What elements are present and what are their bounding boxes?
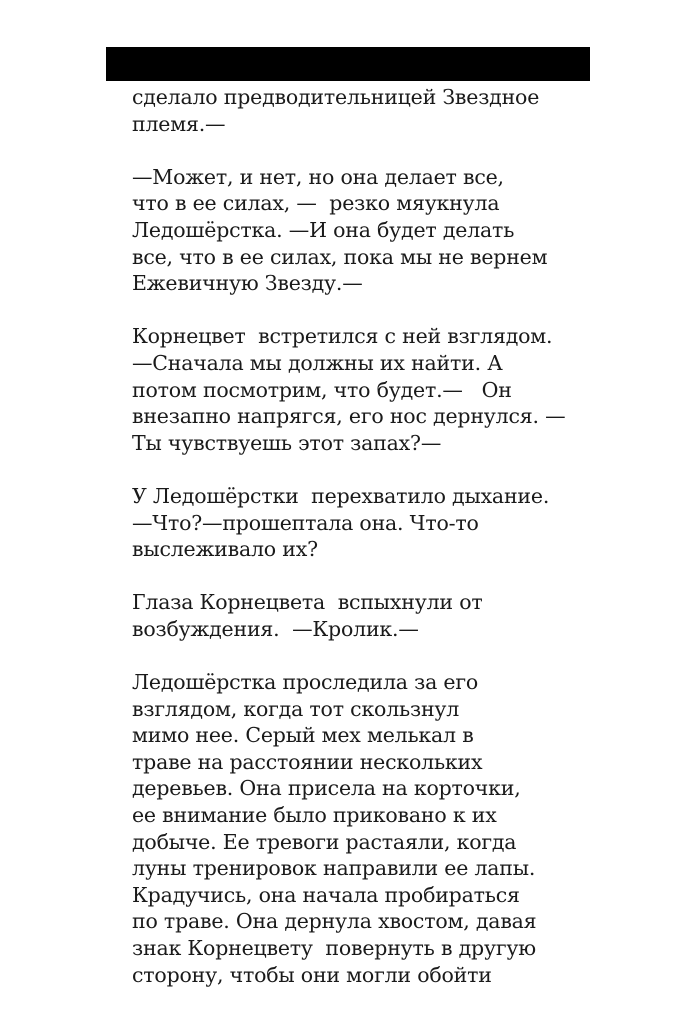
text-line: —Что?—прошептала она. Что-то [132,510,479,535]
text-line: У Ледошёрстки перехватило дыхание. [132,483,550,508]
paragraph [132,483,572,563]
paragraph [132,84,572,137]
text-line: возбуждения. —Кролик.— [132,616,419,641]
text-line: знак Корнецвету повернуть в другую [132,936,536,960]
text-line: Ледошёрстка. —И она будет делать [132,217,515,242]
text-line: выслеживало их? [132,537,318,562]
text-line: Глаза Корнецвета вспыхнули от [132,590,483,615]
page-bottom-cutoff [0,1004,696,1024]
text-line: мимо нее. Серый мех мелькал в [132,723,474,748]
page-text [132,84,572,1015]
text-line: Ты чувствуешь этот запах?— [132,430,442,455]
paragraph [132,164,572,297]
text-line: сделало предводительницей Звездное [132,85,540,109]
text-line: луны тренировок направили ее лапы. [132,856,536,881]
text-line: внезапно напрягся, его нос дернулся. — [132,404,566,429]
paragraph [132,669,572,988]
text-line: что в ее силах, — резко мяукнула [132,191,500,216]
text-line: все, что в ее силах, пока мы не вернем [132,244,548,269]
text-line: взглядом, когда тот скользнул [132,696,460,721]
paragraph [132,323,572,456]
text-line: Крадучись, она начала пробираться [132,882,520,907]
text-line: Корнецвет встретился с ней взглядом. [132,324,553,349]
redaction-bar [106,47,590,81]
paragraph [132,589,572,642]
text-line: сторону, чтобы они могли обойти [132,962,492,987]
text-line: племя.— [132,111,226,136]
text-line: добыче. Ее тревоги растаяли, когда [132,829,517,854]
text-line: потом посмотрим, что будет.— Он [132,377,512,402]
text-line: по траве. Она дернула хвостом, давая [132,909,537,934]
text-line: Ежевичную Звезду.— [132,271,363,296]
text-line: деревьев. Она присела на корточки, [132,776,521,801]
text-line: —Может, и нет, но она делает все, [132,164,504,189]
text-line: ее внимание было приковано к их [132,803,497,828]
text-line: Ледошёрстка проследила за его [132,670,479,695]
text-line: траве на расстоянии нескольких [132,749,483,774]
text-line: —Сначала мы должны их найти. А [132,350,503,375]
